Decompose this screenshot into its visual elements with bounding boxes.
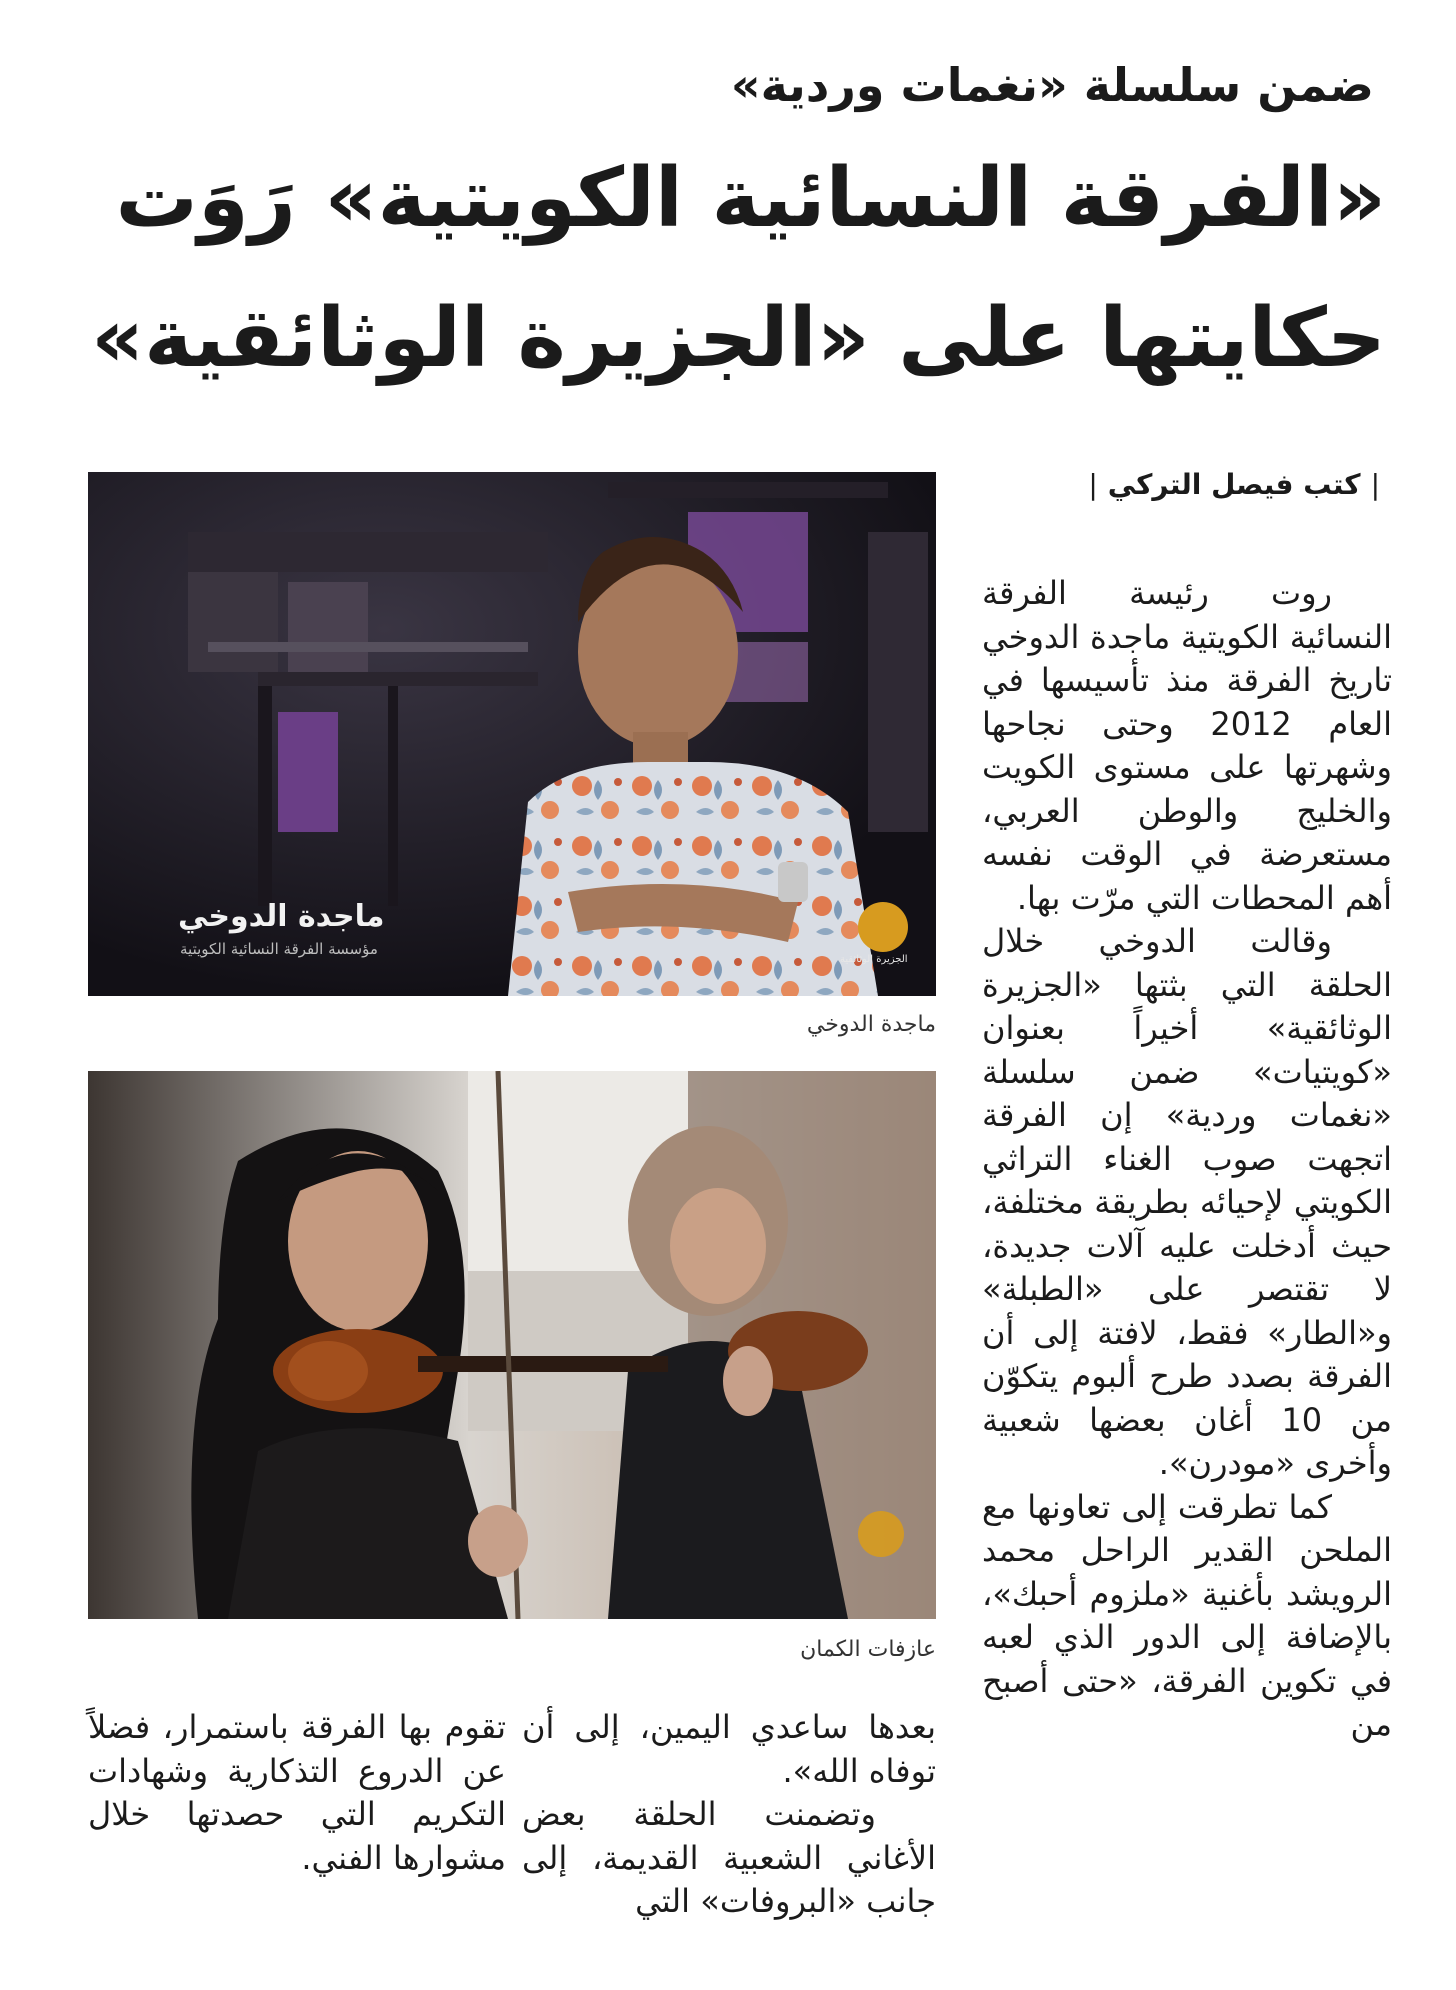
photo-overlay-name: ماجدة الدوخي (178, 899, 385, 934)
channel-logo-icon (858, 902, 908, 952)
headline-line-1: «الفرقة النسائية الكويتية» رَوَت (115, 151, 1386, 246)
byline-author: كتب فيصل التركي (1107, 468, 1361, 501)
channel-logo-label: الجزيرة الوثائقية (840, 954, 908, 965)
article-kicker: ضمن سلسلة «نغمات وردية» (730, 58, 1374, 112)
photo-majda-aldoukhi (88, 472, 936, 996)
byline (1078, 468, 1390, 501)
photo-caption-2: عازفات الكمان (800, 1637, 936, 1662)
byline-bar-end: | (1088, 468, 1098, 501)
headline-line-2: حكايتها على «الجزيرة الوثائقية» (91, 291, 1386, 386)
paragraph-6: تقوم بها الفرقة باستمرار، فضلاً عن الدروع التذكارية وشهادات التكريم التي حصدتها خلال مشوارها الفني. (88, 1708, 506, 1877)
photo-overlay-title: مؤسسة الفرقة النسائية الكويتية (180, 940, 378, 958)
article-column-middle (522, 1706, 936, 1924)
paragraph-3: كما تطرقت إلى تعاونها مع الملحن القدير الراحل محمد الرويشد بأغنية «ملزوم أحبك»، بالإضافة إلى الدور الذي لعبه في تكوين الفرقة، «حتى أصبح من (982, 1487, 1392, 1743)
byline-bar: | (1370, 468, 1380, 501)
article-column-right (982, 572, 1392, 1747)
photo-violinists (88, 1071, 936, 1619)
violin-scene (88, 1071, 936, 1619)
article-column-left (88, 1706, 506, 1880)
channel-logo-icon-2 (858, 1511, 904, 1557)
photo-caption-1: ماجدة الدوخي (806, 1012, 936, 1037)
paragraph-5: وتضمنت الحلقة بعض الأغاني الشعبية القديمة، إلى جانب «البروفات» التي (522, 1795, 936, 1920)
paragraph-4: بعدها ساعدي اليمين، إلى أن توفاه الله». (522, 1708, 936, 1790)
paragraph-2: وقالت الدوخي خلال الحلقة التي بثتها «الجزيرة الوثائقية» أخيراً بعنوان «كويتيات» ضمن سلسلة «نغمات وردية» إن الفرقة اتجهت صوب الغناء التراثي الكويتي لإحيائه بطريقة مختلفة، حيث أدخلت عليه آلات جديدة، لا تقتصر على «الطبلة» و«الطار» فقط، لافتة إلى أن الفرقة بصدد طرح ألبوم يتكوّن من 10 أغان بعضها شعبية وأخرى «مودرن». (982, 922, 1393, 1482)
paragraph-1: روت رئيسة الفرقة النسائية الكويتية ماجدة الدوخي تاريخ الفرقة منذ تأسيسها في العام 2012 وحتى نجاحها وشهرتها على مستوى الكويت والخليج والوطن العربي، مستعرضة في الوقت نفسه أهم المحطات التي مرّت بها. (982, 574, 1393, 917)
